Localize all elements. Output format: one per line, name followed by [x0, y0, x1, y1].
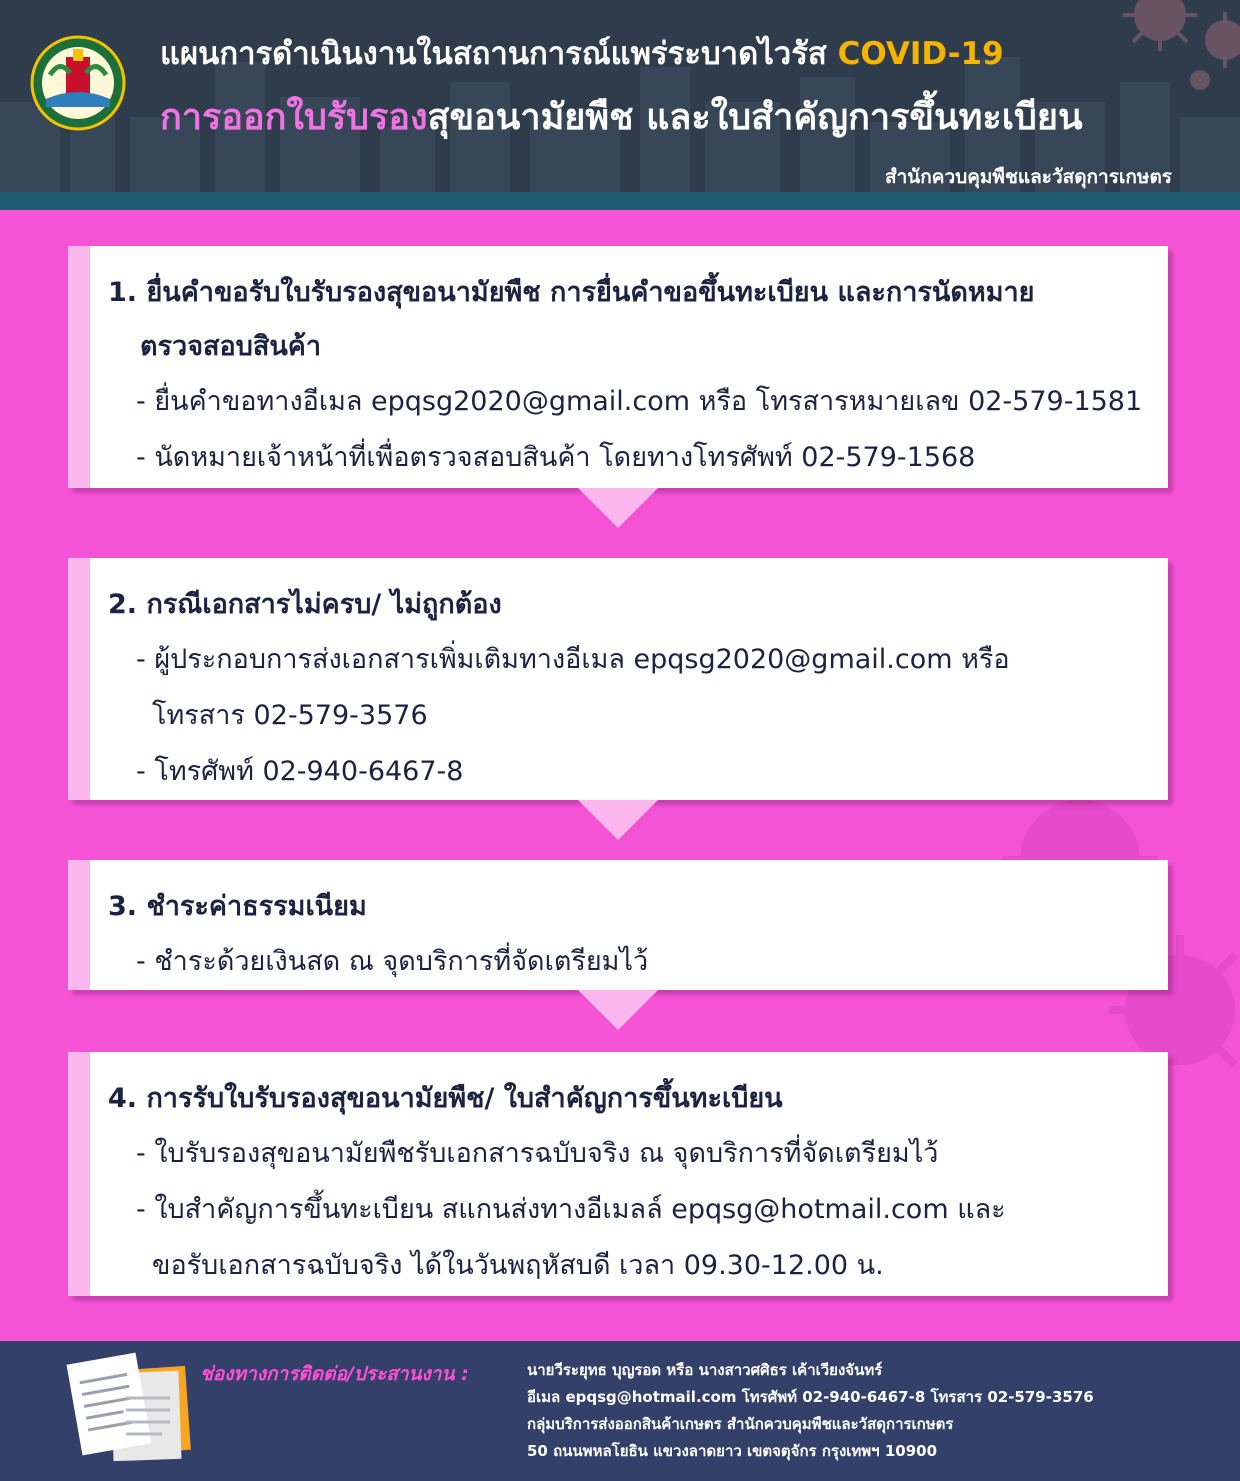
step-4-item-2: - ใบสำคัญการขึ้นทะเบียน สแกนส่งทางอีเมลล์ epqsg@hotmail.com และ — [136, 1194, 1006, 1225]
contact-details — [527, 1357, 1094, 1465]
flow-arrow-1 — [578, 488, 658, 528]
step-3-heading: 3. ชำระค่าธรรมเนียม — [108, 891, 367, 922]
step-4-heading: 4. การรับใบรับรองสุขอนามัยพืช/ ใบสำคัญการขึ้นทะเบียน — [108, 1083, 783, 1114]
step-card-2 — [68, 558, 1168, 800]
step-3-item-1: - ชำระด้วยเงินสด ณ จุดบริการที่จัดเตรียมไว้ — [136, 946, 649, 977]
header-divider — [0, 192, 1240, 210]
flow-arrow-3 — [578, 990, 658, 1030]
step-1-item-1: - ยื่นคำขอทางอีเมล epqsg2020@gmail.com หรือ โทรสารหมายเลข 02-579-1581 — [136, 386, 1143, 417]
step-2-item-2: - โทรศัพท์ 02-940-6467-8 — [136, 756, 464, 787]
contact-address: 50 ถนนพหลโยธิน แขวงลาดยาว เขตจตุจักร กรุงเทพฯ 10900 — [527, 1442, 938, 1460]
contact-office: กลุ่มบริการส่งออกสินค้าเกษตร สำนักควบคุมพืชและวัสดุการเกษตร — [527, 1415, 954, 1433]
title-line1-text: แผนการดำเนินงานในสถานการณ์แพร่ระบาดไวรัส — [160, 36, 827, 72]
step-2-heading: 2. กรณีเอกสารไม่ครบ/ ไม่ถูกต้อง — [108, 589, 502, 620]
card-accent-bar — [68, 246, 90, 488]
card-accent-bar — [68, 558, 90, 800]
step-1-item-2: - นัดหมายเจ้าหน้าที่เพื่อตรวจสอบสินค้า โดยทางโทรศัพท์ 02-579-1568 — [136, 442, 976, 473]
step-card-1 — [68, 246, 1168, 488]
step-2-item-1-cont: โทรสาร 02-579-3576 — [152, 700, 428, 731]
header-banner — [0, 0, 1240, 192]
title-line2-text: สุขอนามัยพืช และใบสำคัญการขึ้นทะเบียน — [427, 97, 1083, 138]
department-name: สำนักควบคุมพืชและวัสดุการเกษตร — [885, 166, 1172, 188]
covid-highlight: COVID-19 — [837, 36, 1004, 72]
contact-email-phone: อีเมล epqsg@hotmail.com โทรศัพท์ 02-940-6467-8 โทรสาร 02-579-3576 — [527, 1388, 1094, 1406]
documents-icon — [66, 1348, 196, 1468]
step-4-item-1: - ใบรับรองสุขอนามัยพืชรับเอกสารฉบับจริง ณ จุดบริการที่จัดเตรียมไว้ — [136, 1138, 939, 1169]
step-card-4 — [68, 1052, 1168, 1296]
contact-label: ช่องทางการติดต่อ/ประสานงาน : — [200, 1363, 469, 1385]
virus-icon — [1105, 0, 1240, 95]
step-card-3 — [68, 860, 1168, 990]
card-accent-bar — [68, 860, 90, 990]
card-accent-bar — [68, 1052, 90, 1296]
department-seal-logo — [30, 35, 126, 131]
step-1-heading: 1. ยื่นคำขอรับใบรับรองสุขอนามัยพืช การยื่นคำขอขึ้นทะเบียน และการนัดหมาย — [108, 277, 1035, 308]
flow-arrow-2 — [578, 800, 658, 840]
page-title-line2 — [160, 88, 1083, 145]
title-line2-highlight: การออกใบรับรอง — [160, 97, 428, 138]
page-title-line1 — [160, 28, 1004, 78]
step-4-item-2-cont: ขอรับเอกสารฉบับจริง ได้ในวันพฤหัสบดี เวลา 09.30-12.00 น. — [152, 1250, 884, 1281]
step-2-item-1: - ผู้ประกอบการส่งเอกสารเพิ่มเติมทางอีเมล epqsg2020@gmail.com หรือ — [136, 644, 1010, 675]
contact-person: นายวีระยุทธ บุญรอด หรือ นางสาวศศิธร เค้าเวียงจันทร์ — [527, 1361, 883, 1379]
step-1-heading-cont: ตรวจสอบสินค้า — [140, 331, 322, 362]
